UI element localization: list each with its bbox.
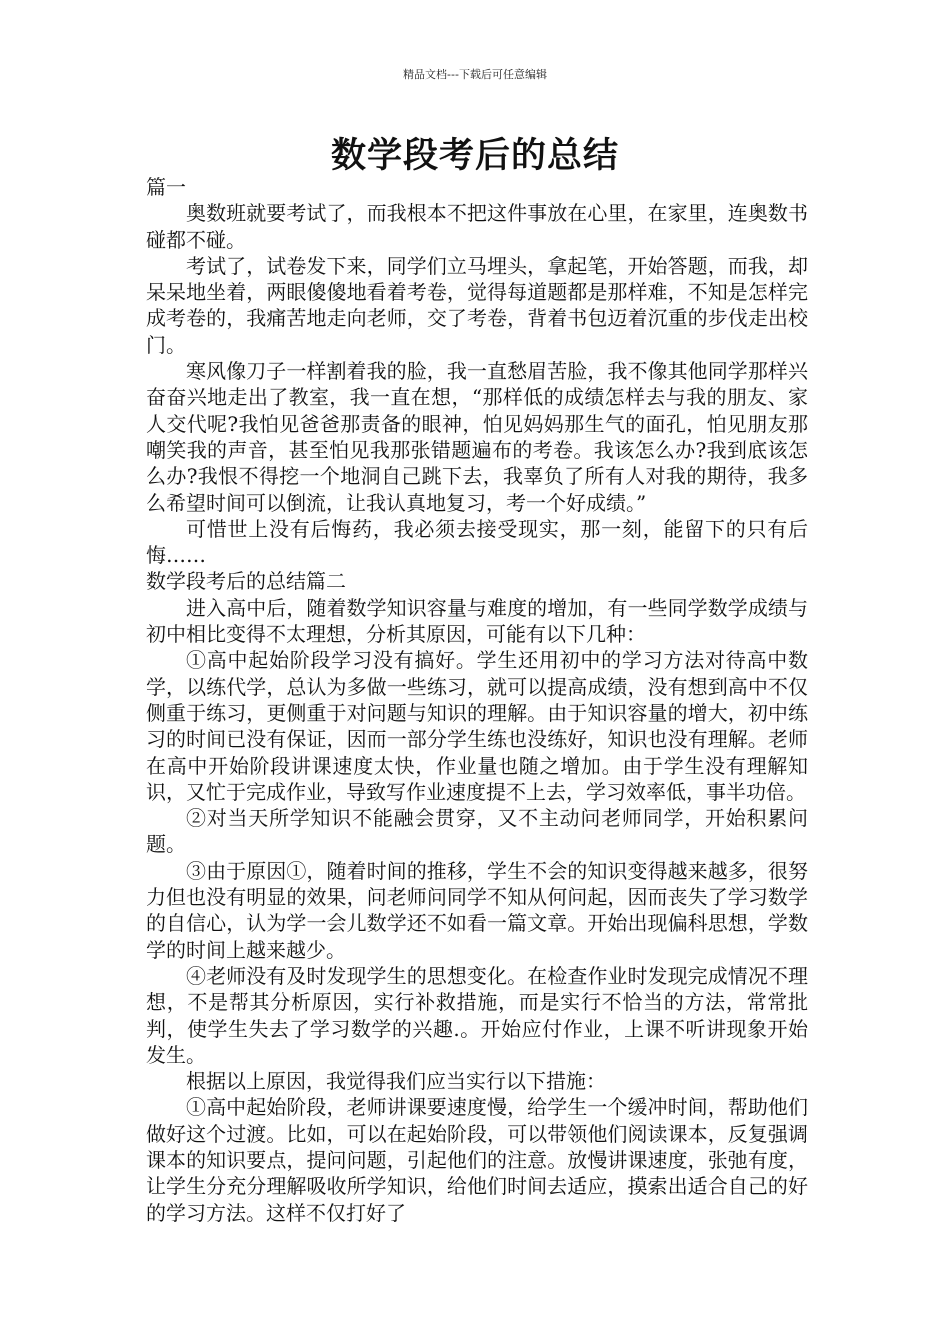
paragraph: 数学段考后的总结篇二 [146,569,346,594]
paragraph: ①高中起始阶段，老师讲课要速度慢，给学生一个缓冲时间，帮助他们做好这个过渡。比如，可以在起始阶段，可以带领他们阅读课本，反复强调课本的知识要点，提问问题，引起他们的注意。放慢讲课速度，张弛有度，让学生分充分理解吸收所学知识，给他们时间去适应，摸索出适合自己的好的学习方法。这样不仅打好了 [146,1095,808,1225]
paragraph: 考试了，试卷发下来，同学们立马埋头，拿起笔，开始答题，而我，却呆呆地坐着，两眼傻傻地看着考卷，觉得每道题都是那样难，不知是怎样完成考卷的，我痛苦地走向老师，交了考卷，背着书包迈着沉重的步伐走出校门。 [146,253,808,357]
paragraph: 篇一 [146,175,186,199]
paragraph: 可惜世上没有后悔药，我必须去接受现实，那一刻，能留下的只有后悔…… [146,516,808,568]
document-body [146,174,808,1226]
paragraph: ④老师没有及时发现学生的思想变化。在检查作业时发现完成情况不理想，不是帮其分析原因，实行补救措施，而是实行不恰当的方法，常常批判，使学生失去了学习数学的兴趣.。开始应付作业，上课不听讲现象开始发生。 [146,963,808,1067]
paragraph: 进入高中后，随着数学知识容量与难度的增加，有一些同学数学成绩与初中相比变得不太理想，分析其原因，可能有以下几种： [146,595,808,647]
paragraph: ②对当天所学知识不能融会贯穿，又不主动问老师同学，开始积累问题。 [146,806,808,857]
paragraph: 根据以上原因，我觉得我们应当实行以下措施： [186,1069,606,1094]
header-note: 精品文档---下载后可任意编辑 [403,68,547,81]
paragraph: 寒风像刀子一样割着我的脸，我一直愁眉苦脸，我不像其他同学那样兴奋奋兴地走出了教室，我一直在想，“那样低的成绩怎样去与我的朋友、家人交代呢?我怕见爸爸那责备的眼神，怕见妈妈那生气的面孔，怕见朋友那嘲笑我的声音，甚至怕见我那张错题遍布的考卷。我该怎么办?我到底该怎么办?我恨不得挖一个地洞自己跳下去，我辜负了所有人对我的期待，我多么希望时间可以倒流，让我认真地复习，考一个好成绩。” [146,359,808,515]
paragraph: ③由于原因①，随着时间的推移，学生不会的知识变得越来越多，很努力但也没有明显的效果，问老师问同学不知从何问起，因而丧失了学习数学的自信心，认为学一会儿数学还不如看一篇文章。开始出现偏科思想，学数学的时间上越来越少。 [146,858,808,962]
document-title: 数学段考后的总结 [330,136,619,176]
paragraph: 奥数班就要考试了，而我根本不把这件事放在心里，在家里，连奥数书碰都不碰。 [146,201,808,252]
paragraph: ①高中起始阶段学习没有搞好。学生还用初中的学习方法对待高中数学，以练代学，总认为多做一些练习，就可以提高成绩，没有想到高中不仅侧重于练习，更侧重于对问题与知识的理解。由于知识容量的增大，初中练习的时间已没有保证，因而一部分学生练也没练好，知识也没有理解。老师在高中开始阶段讲课速度太快，作业量也随之增加。由于学生没有理解知识，又忙于完成作业，导致写作业速度提不上去，学习效率低，事半功倍。 [146,648,808,804]
